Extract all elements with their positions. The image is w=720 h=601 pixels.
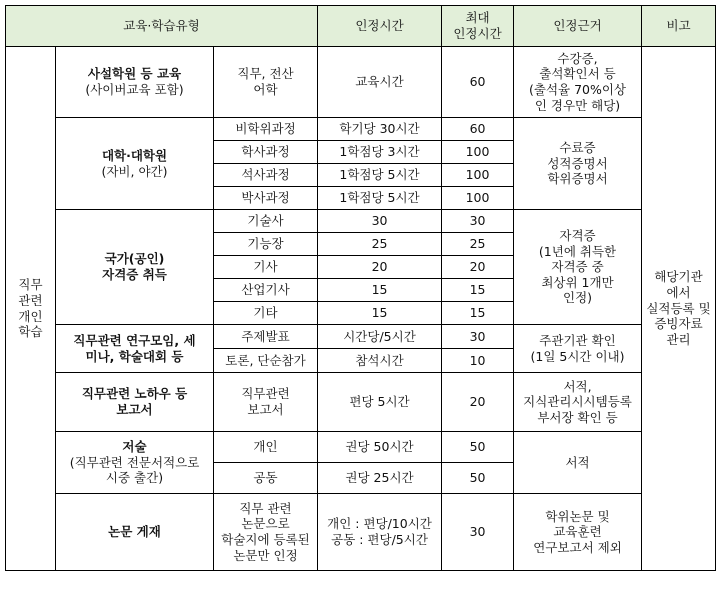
basis-cell: 자격증 (1년에 취득한 자격증 중 최상위 1개만 인정) xyxy=(514,210,642,325)
table-row xyxy=(6,118,716,141)
hours-cell: 25 xyxy=(318,233,442,256)
hours-cell: 권당 50시간 xyxy=(318,432,442,463)
type-cell: 직무관련 보고서 xyxy=(214,373,318,432)
hours-cell: 30 xyxy=(318,210,442,233)
basis-cell: 서적, 지식관리시시템등록 부서장 확인 등 xyxy=(514,373,642,432)
type-cell: 산업기사 xyxy=(214,279,318,302)
category-university xyxy=(56,118,214,210)
hours-cell: 15 xyxy=(318,302,442,325)
max-cell: 60 xyxy=(442,47,514,118)
max-cell: 20 xyxy=(442,256,514,279)
type-cell: 개인 xyxy=(214,432,318,463)
table-row xyxy=(6,210,716,233)
basis-cell: 서적 xyxy=(514,432,642,494)
category-label: 사설학원 등 교육 xyxy=(87,66,182,82)
table-row xyxy=(6,494,716,571)
type-cell: 기능장 xyxy=(214,233,318,256)
type-cell: 비학위과정 xyxy=(214,118,318,141)
type-cell: 토론, 단순참가 xyxy=(214,349,318,373)
header-max-hours: 최대 인정시간 xyxy=(442,6,514,47)
basis-cell: 학위논문 및 교육훈련 연구보고서 제외 xyxy=(514,494,642,571)
header-hours: 인정시간 xyxy=(318,6,442,47)
hours-cell: 학기당 30시간 xyxy=(318,118,442,141)
max-cell: 25 xyxy=(442,233,514,256)
max-cell: 50 xyxy=(442,432,514,463)
category-license: 국가(공인) 자격증 취득 xyxy=(56,210,214,325)
table-row xyxy=(6,373,716,432)
basis-cell: 수료증 성적증명서 학위증명서 xyxy=(514,118,642,210)
type-cell: 석사과정 xyxy=(214,164,318,187)
category-label: 저술 xyxy=(122,439,147,455)
header-note: 비고 xyxy=(642,6,716,47)
max-cell: 20 xyxy=(442,373,514,432)
max-cell: 100 xyxy=(442,141,514,164)
category-academy xyxy=(56,47,214,118)
header-type: 교육·학습유형 xyxy=(6,6,318,47)
hours-cell: 참석시간 xyxy=(318,349,442,373)
max-cell: 60 xyxy=(442,118,514,141)
category-writing xyxy=(56,432,214,494)
max-cell: 50 xyxy=(442,463,514,494)
hours-cell: 1학점당 5시간 xyxy=(318,187,442,210)
type-cell: 직무, 전산 어학 xyxy=(214,47,318,118)
category-label: 대학·대학원 xyxy=(101,147,168,163)
max-cell: 30 xyxy=(442,210,514,233)
type-cell: 직무 관련 논문으로 학술지에 등록된 논문만 인정 xyxy=(214,494,318,571)
max-cell: 15 xyxy=(442,302,514,325)
recognition-table xyxy=(5,5,716,571)
hours-cell: 시간당/5시간 xyxy=(318,325,442,349)
type-cell: 기타 xyxy=(214,302,318,325)
basis-cell: 수강증, 출석확인서 등 (출석율 70%이상 인 경우만 해당) xyxy=(514,47,642,118)
hours-cell: 권당 25시간 xyxy=(318,463,442,494)
category-sub: (직무관련 전문서적으로 시중 출간) xyxy=(69,454,200,486)
max-cell: 10 xyxy=(442,349,514,373)
max-cell: 30 xyxy=(442,325,514,349)
hours-cell: 개인 : 편당/10시간 공동 : 편당/5시간 xyxy=(318,494,442,571)
category-sub: (자비, 야간) xyxy=(101,163,168,179)
max-cell: 100 xyxy=(442,164,514,187)
hours-cell: 교육시간 xyxy=(318,47,442,118)
category-research: 직무관련 연구모임, 세 미나, 학술대회 등 xyxy=(56,325,214,373)
type-cell: 기사 xyxy=(214,256,318,279)
table-row xyxy=(6,432,716,463)
max-cell: 100 xyxy=(442,187,514,210)
type-cell: 박사과정 xyxy=(214,187,318,210)
type-cell: 공동 xyxy=(214,463,318,494)
hours-cell: 편당 5시간 xyxy=(318,373,442,432)
category-sub: (사이버교육 포함) xyxy=(85,82,184,97)
recognition-table-wrapper xyxy=(5,5,716,571)
hours-cell: 1학점당 3시간 xyxy=(318,141,442,164)
table-row xyxy=(6,325,716,349)
type-cell: 주제발표 xyxy=(214,325,318,349)
table-row xyxy=(6,47,716,118)
header-row xyxy=(6,6,716,47)
category-paper: 논문 게재 xyxy=(56,494,214,571)
hours-cell: 15 xyxy=(318,279,442,302)
remark-cell: 해당기관 에서 실적등록 및 증빙자료 관리 xyxy=(642,47,716,571)
max-cell: 30 xyxy=(442,494,514,571)
type-cell: 기술사 xyxy=(214,210,318,233)
hours-cell: 20 xyxy=(318,256,442,279)
hours-cell: 1학점당 5시간 xyxy=(318,164,442,187)
type-cell: 학사과정 xyxy=(214,141,318,164)
group-label: 직무 관련 개인 학습 xyxy=(6,47,56,571)
header-basis: 인정근거 xyxy=(514,6,642,47)
category-knowhow: 직무관련 노하우 등 보고서 xyxy=(56,373,214,432)
max-cell: 15 xyxy=(442,279,514,302)
basis-cell: 주관기관 확인 (1일 5시간 이내) xyxy=(514,325,642,373)
